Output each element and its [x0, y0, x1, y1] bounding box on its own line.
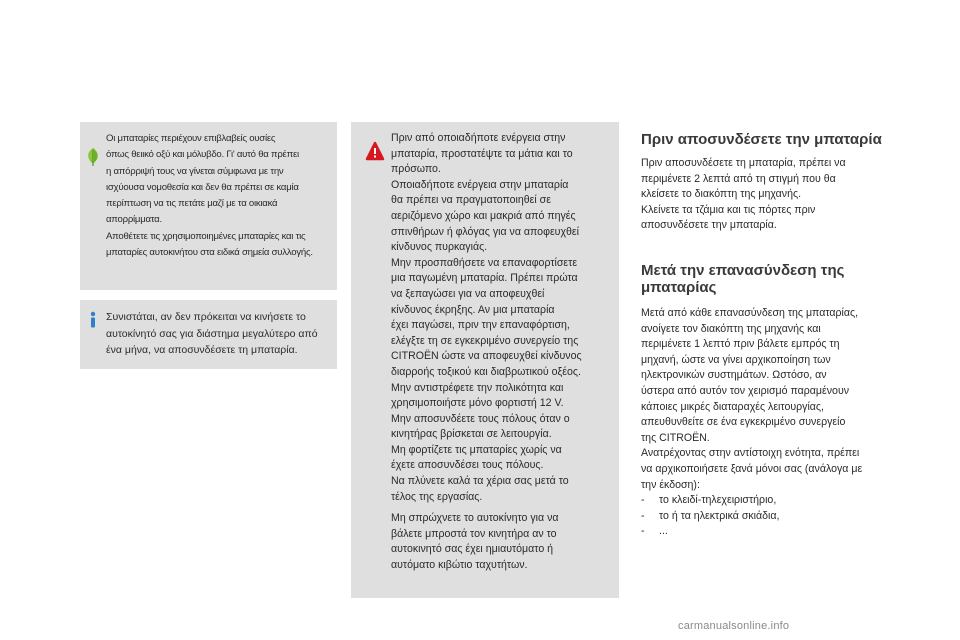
body-line: ηλεκτρονικών συστημάτων. Ωστόσο, αν: [641, 369, 827, 382]
eco-line: Οι μπαταρίες περιέχουν επιβλαβείς ουσίες: [106, 133, 276, 144]
warning-note-text: [391, 131, 613, 574]
list-dash: -: [641, 525, 645, 538]
warning-line: CITROËN ώστε να αποφευχθεί κίνδυνος: [391, 350, 582, 363]
body-line: κάποιες μικρές διαταραχές λειτουργίας,: [641, 400, 824, 413]
body-line: Κλείνετε τα τζάμια και τις πόρτες πριν: [641, 203, 816, 216]
warning-line: διαρροής τοξικού και διαβρωτικού οξέος.: [391, 365, 581, 378]
body-line: περιμένετε 1 λεπτό πριν βάλετε εμπρός τη: [641, 338, 840, 351]
section-before-title: Πριν αποσυνδέσετε την μπαταρία: [641, 131, 882, 148]
body-line: ύστερα από αυτόν τον χειρισμό παραμένουν: [641, 384, 850, 397]
warning-line: τέλος της εργασίας.: [391, 490, 483, 503]
section-after-title-line1: Μετά την επανασύνδεση της: [641, 261, 845, 279]
eco-line: περίπτωση να τις πετάτε μαζί με τα οικιακά: [106, 198, 278, 210]
section-after-title: [641, 262, 911, 296]
right-column: [641, 131, 911, 540]
section-before-body: [641, 156, 911, 234]
body-line: ανοίγετε τον διακόπτη της μηχανής και: [641, 322, 821, 335]
warning-line: χρησιμοποιήστε μόνο φορτιστή 12 V.: [391, 397, 564, 410]
list-item-text: το ή τα ηλεκτρικά σκιάδια,: [659, 509, 780, 522]
leaf-icon: [85, 147, 101, 167]
body-line: να αρχικοποιήσετε ξανά μόνοι σας (ανάλογα με: [641, 462, 863, 475]
warning-line: Μη φορτίζετε τις μπαταρίες χωρίς να: [391, 443, 562, 456]
body-line: Ανατρέχοντας στην αντίστοιχη ενότητα, πρέπει: [641, 447, 860, 460]
info-note-text: [106, 309, 334, 359]
body-line: της CITROËN.: [641, 431, 710, 444]
warning-line: αεριζόμενο χώρο και μακριά από πηγές: [391, 209, 576, 222]
eco-line: απορρίμματα.: [106, 214, 162, 226]
body-line: Μετά από κάθε επανασύνδεση της μπαταρίας,: [641, 306, 859, 319]
warning-line: Μην αποσυνδέετε τους πόλους όταν ο: [391, 412, 570, 425]
list-dash: -: [641, 509, 645, 522]
warning-line: ελέγξτε τη σε εγκεκριμένο συνεργείο της: [391, 334, 579, 347]
eco-line: μπαταρίες αυτοκινήτου στα ειδικά σημεία συλλογής.: [106, 247, 313, 259]
warning-line: έχετε αποσυνδέσει τους πόλους.: [391, 459, 544, 472]
info-line: Συνιστάται, αν δεν πρόκειται να κινήσετε το: [106, 311, 306, 323]
list-item-text: ...: [659, 525, 668, 538]
body-line: Πριν αποσυνδέσετε τη μπαταρία, πρέπει να: [641, 157, 846, 169]
warning-line: Μην αντιστρέφετε την πολικότητα και: [391, 381, 564, 394]
info-line: ένα μήνα, να αποσυνδέσετε τη μπαταρία.: [106, 344, 298, 356]
list-item: [641, 524, 911, 540]
warning-line: θα πρέπει να πραγματοποιηθεί σε: [391, 194, 551, 207]
warning-line: κίνδυνος έκρηξης. Αν μια μπαταρία: [391, 303, 555, 316]
list-dash: -: [641, 494, 645, 507]
warning-icon: [365, 141, 385, 163]
body-line: την έκδοση):: [641, 478, 700, 491]
warning-line: αυτόματο κιβώτιο ταχυτήτων.: [391, 559, 528, 572]
list-item-text: το κλειδί-τηλεχειριστήριο,: [659, 494, 777, 507]
warning-line: Μην προσπαθήσετε να επαναφορτίσετε: [391, 256, 578, 269]
warning-line: αυτοκινητό σας έχει ημιαυτόματο ή: [391, 543, 554, 556]
warning-line: βάλετε μπροστά τον κινητήρα αν το: [391, 527, 557, 540]
body-line: απευθυνθείτε σε ένα εγκεκριμένο συνεργείο: [641, 416, 846, 429]
info-line: αυτοκίνητό σας για διάστημα μεγαλύτερο από: [106, 327, 318, 340]
list-item: [641, 509, 911, 525]
eco-line: η απόρριψή τους να γίνεται σύμφωνα με την: [106, 165, 284, 177]
body-line: περιμένετε 2 λεπτά από τη στιγμή που θα: [641, 172, 836, 185]
eco-line: ισχύουσα νομοθεσία και δεν θα πρέπει σε καμία: [106, 181, 299, 193]
section-after-body: [641, 306, 911, 540]
list-item: [641, 493, 911, 509]
body-line: αποσυνδέσετε την μπαταρία.: [641, 219, 777, 232]
eco-note-text: [106, 131, 331, 261]
warning-line: μπαταρία, προστατέψτε τα μάτια και το: [391, 147, 573, 160]
warning-line: μια παγωμένη μπαταρία. Πρέπει πρώτα: [391, 272, 578, 285]
section-after-title-line2: μπαταρίας: [641, 278, 717, 296]
warning-line: σπινθήρων ή φλόγας για να αποφευχθεί: [391, 225, 579, 238]
body-line: κλείσετε το διακόπτη της μηχανής.: [641, 188, 802, 201]
warning-line: Μη σπρώχνετε το αυτοκίνητο για να: [391, 512, 559, 525]
warning-line: κίνδυνος πυρκαγιάς.: [391, 241, 488, 254]
warning-line: να ξεπαγώσει για να αποφευχθεί: [391, 287, 545, 300]
warning-line: έχει παγώσει, πριν την επαναφόρτιση,: [391, 319, 570, 332]
body-line: μηχανή, ώστε να γίνει αρχικοποίηση των: [641, 353, 831, 366]
warning-line: κινητήρας βρίσκεται σε λειτουργία.: [391, 428, 552, 441]
warning-line: Οποιαδήποτε ενέργεια στην μπαταρία: [391, 178, 569, 191]
eco-line: Αποθέτετε τις χρησιμοποιημένες μπαταρίες και τις: [106, 230, 306, 242]
eco-line: όπως θειικό οξύ και μόλυβδο. Γι' αυτό θα πρέπει: [106, 149, 299, 161]
warning-line: Να πλύνετε καλά τα χέρια σας μετά το: [391, 475, 569, 488]
info-icon: [85, 311, 101, 329]
warning-line: Πριν από οποιαδήποτε ενέργεια στην: [391, 132, 566, 144]
watermark: carmanualsonline.info: [678, 620, 790, 632]
warning-line: πρόσωπο.: [391, 163, 441, 176]
